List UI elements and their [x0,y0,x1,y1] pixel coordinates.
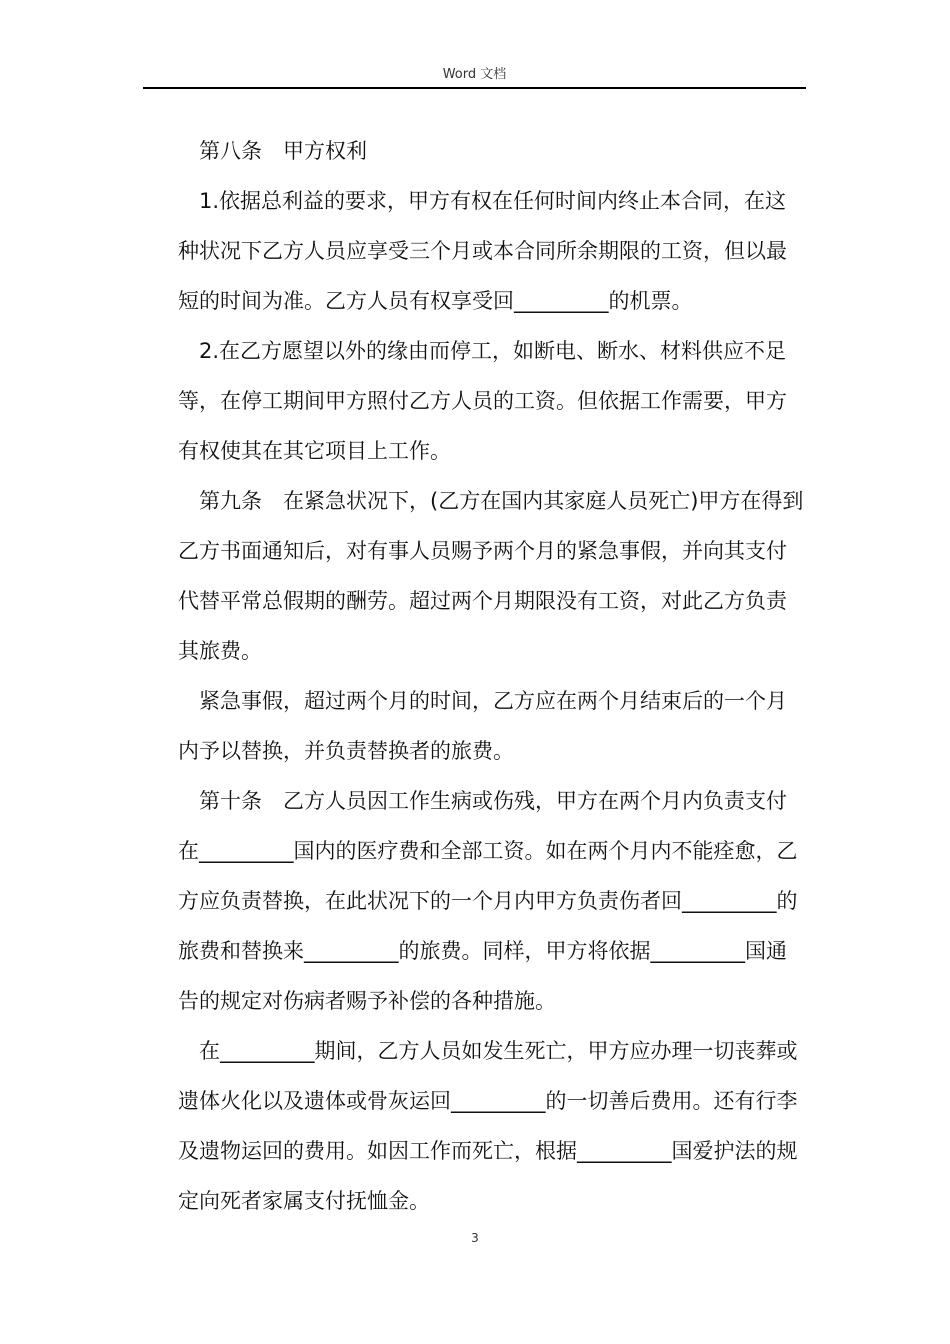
page-number: 3 [471,1231,479,1245]
page-header [143,66,806,88]
document-body [178,126,806,1226]
death-provisions-paragraph: 在_________期间，乙方人员如发生死亡，甲方应办理一切丧葬或遗体火化以及遗体或骨灰运回_________的一切善后费用。还有行李及遗物运回的费用。如因工作而死亡，根据_________国爱护法的规定向死者家属支付抚恤金。 [178,1039,798,1213]
article-9: 第九条 在紧急状况下，(乙方在国内其家庭人员死亡)甲方在得到乙方书面通知后，对有事人员赐予两个月的紧急事假，并向其支付代替平常总假期的酬劳。超过两个月期限没有工资，对此乙方负责其旅费。 [178,489,804,663]
article-8-clause-2: 2.在乙方愿望以外的缘由而停工，如断电、断水、材料供应不足等，在停工期间甲方照付乙方人员的工资。但依据工作需要，甲方有权使其在其它项目上工作。 [178,339,787,463]
header-divider [143,87,806,89]
article-10: 第十条 乙方人员因工作生病或伤残，甲方在两个月内负责支付在_________国内的医疗费和全部工资。如在两个月内不能痊愈，乙方应负责替换，在此状况下的一个月内甲方负责伤者回_________的旅费和替换来_________的旅费。同样，甲方将依据_________国通告的规定对伤病者赐予补偿的各种措施。 [178,789,798,1013]
header-title: Word 文档 [442,67,507,82]
article-8-heading: 第八条 甲方权利 [199,139,367,163]
emergency-leave-paragraph: 紧急事假，超过两个月的时间，乙方应在两个月结束后的一个月内予以替换，并负责替换者的旅费。 [178,689,787,763]
article-8-clause-1: 1.依据总利益的要求，甲方有权在任何时间内终止本合同，在这种状况下乙方人员应享受三个月或本合同所余期限的工资，但以最短的时间为准。乙方人员有权享受回_________的机票。 [178,189,787,313]
